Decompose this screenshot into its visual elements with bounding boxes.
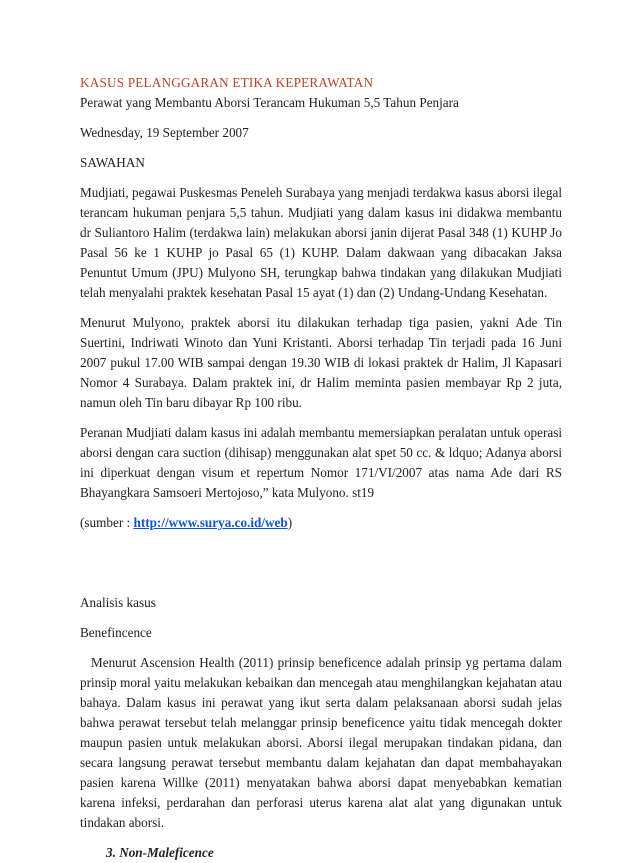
non-maleficence-heading: 3. Non-Maleficence bbox=[106, 845, 214, 860]
source-line bbox=[80, 513, 562, 533]
case-title: KASUS PELANGGARAN ETIKA KEPERAWATAN bbox=[80, 75, 374, 90]
case-paragraph-3: Peranan Mudjiati dalam kasus ini adalah membantu memersiapkan peralatan untuk operasi aborsi dengan cara suction (dihisap) menggunakan alat spet 50 cc. & ldquo; Adanya aborsi ini diperkuat dengan visum et repertum Nomor 171/VI/2007 atas nama Ade dari RS Bhayangkara Samsoeri Mertojoso,” kata Mulyono. st19 bbox=[80, 425, 562, 500]
source-link[interactable]: http://www.surya.co.id/web bbox=[133, 515, 288, 530]
case-location: SAWAHAN bbox=[80, 155, 145, 170]
case-date: Wednesday, 19 September 2007 bbox=[80, 125, 249, 140]
source-prefix: (sumber : bbox=[80, 515, 134, 530]
case-paragraph-1: Mudjiati, pegawai Puskesmas Peneleh Surabaya yang menjadi terdakwa kasus aborsi ilegal terancam hukuman penjara 5,5 tahun. Mudjiati yang dalam kasus ini didakwa membantu dr Suliantoro Halim (terdakwa lain) melakukan aborsi janin dijerat Pasal 348 (1) KUHP Jo Pasal 56 ke 1 KUHP jo Pasal 65 (1) KUHP. Dalam dakwaan yang dibacakan Jaksa Penuntut Umum (JPU) Mulyono SH, terungkap bahwa tindakan yang dilakukan Mudjiati telah menyalahi praktek kesehatan Pasal 15 ayat (1) dan (2) Undang-Undang Kesehatan. bbox=[80, 185, 562, 300]
section-spacer bbox=[80, 543, 562, 593]
analysis-heading: Analisis kasus bbox=[80, 595, 156, 610]
document-page bbox=[80, 73, 562, 863]
analysis-paragraph: Menurut Ascension Health (2011) prinsip beneficence adalah prinsip yg pertama dalam prinsip moral yaitu melakukan kebaikan dan mencegah atau menghilangkan kejahatan atau bahaya. Dalam kasus ini perawat yang ikut serta dalam pelaksanaan aborsi sudah jelas bahwa perawat tersebut telah melanggar prinsip beneficence yaitu tidak mencegah dokter maupun pasien untuk melakukan aborsi. Aborsi ilegal merupakan tindakan pidana, dan secara langsung perawat tersebut membantu dalam kejahatan dan dapat membahayakan pasien karena Willke (2011) menyatakan bahwa aborsi dapat menyebabkan kematian karena infeksi, perdarahan dan perforasi uterus karena alat alat yang digunakan untuk tindakan aborsi. bbox=[80, 655, 562, 830]
case-subtitle: Perawat yang Membantu Aborsi Terancam Hukuman 5,5 Tahun Penjara bbox=[80, 95, 459, 110]
source-suffix: ) bbox=[287, 515, 293, 530]
principle-heading: Benefincence bbox=[80, 625, 152, 640]
case-paragraph-2: Menurut Mulyono, praktek aborsi itu dilakukan terhadap tiga pasien, yakni Ade Tin Suertini, Indriwati Winoto dan Yuni Kristanti. Aborsi terhadap Tin terjadi pada 16 Juni 2007 pukul 17.00 WIB sampai dengan 19.30 WIB di lokasi praktek dr Halim, Jl Kapasari Nomor 4 Surabaya. Dalam praktek ini, dr Halim meminta pasien membayar Rp 2 juta, namun oleh Tin baru dibayar Rp 100 ribu. bbox=[80, 315, 562, 410]
